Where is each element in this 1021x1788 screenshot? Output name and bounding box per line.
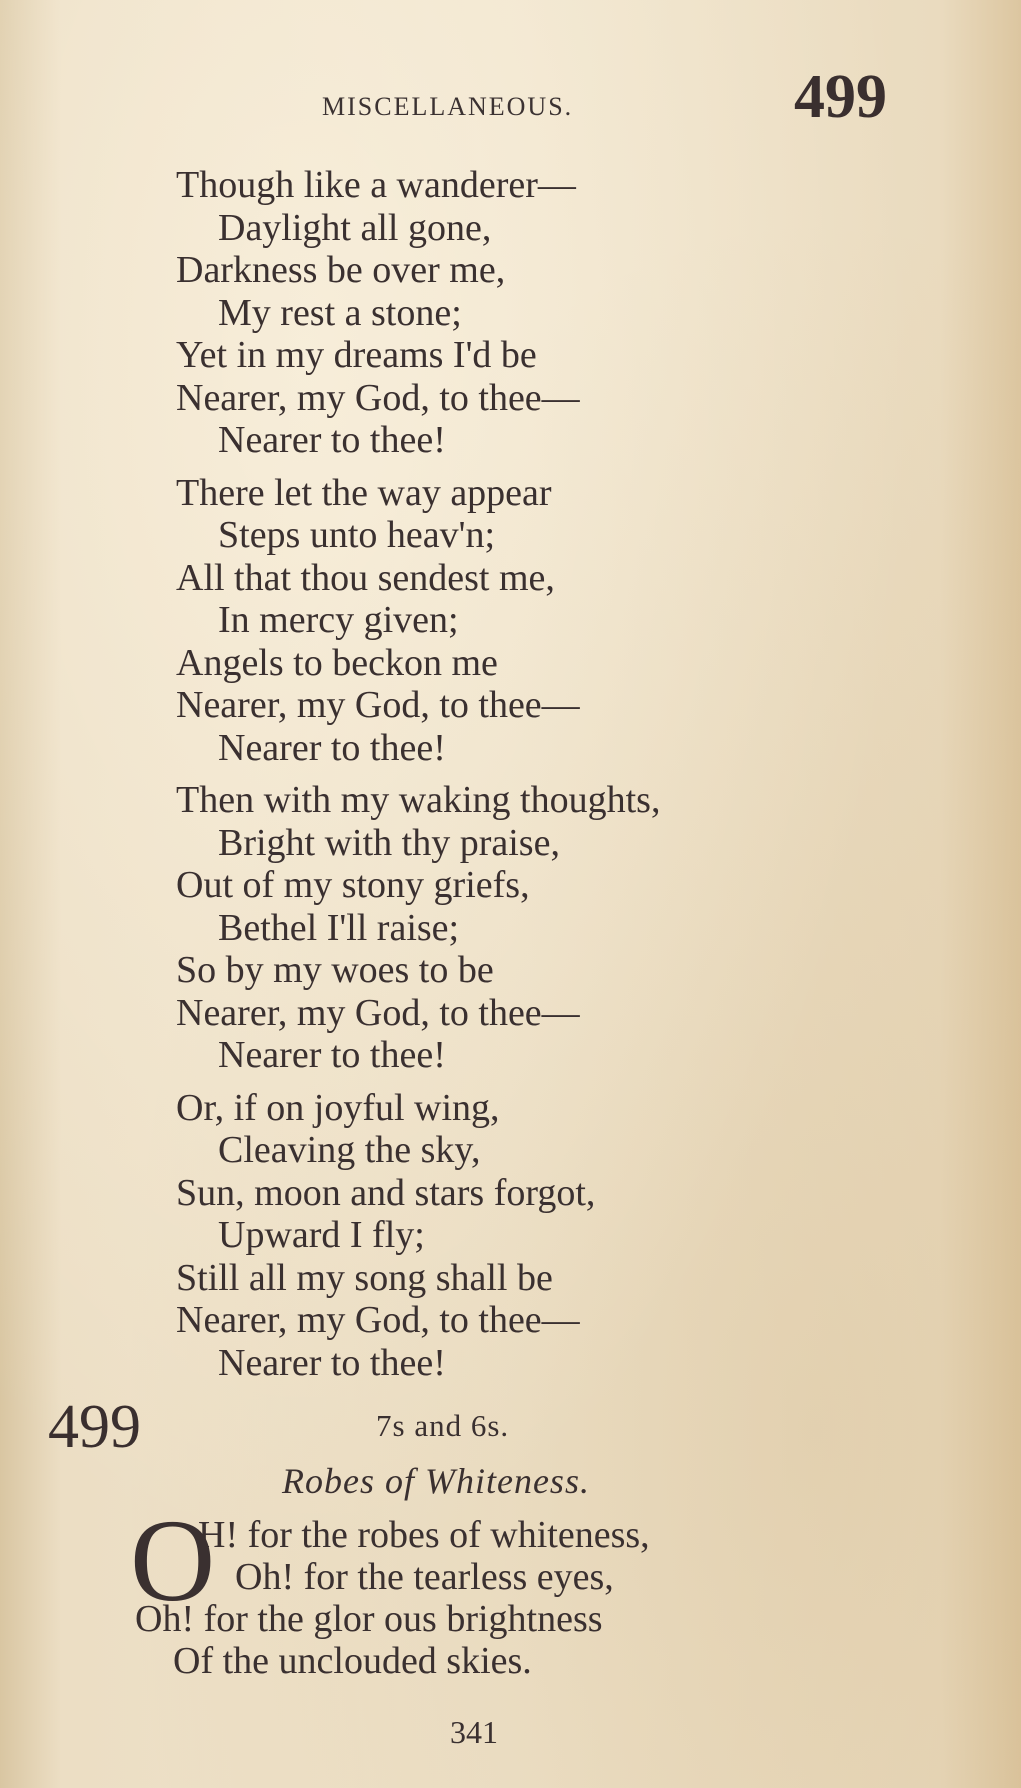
running-head: MISCELLANEOUS.: [322, 92, 574, 121]
line: Nearer to thee!: [218, 1034, 446, 1076]
line: So by my woes to be: [176, 949, 494, 991]
line: Still all my song shall be: [176, 1256, 553, 1299]
line: My rest a stone;: [218, 291, 462, 334]
line: Darkness be over me,: [176, 249, 506, 291]
drop-cap: O: [130, 1495, 216, 1626]
line: Sun, moon and stars forgot,: [176, 1171, 596, 1214]
line: Upward I fly;: [218, 1214, 425, 1256]
line: There let the way appear: [176, 471, 552, 514]
line: Nearer to thee!: [218, 1341, 446, 1384]
hymn-text: [176, 164, 876, 1394]
line: All that thou sendest me,: [176, 556, 555, 599]
line: Nearer, my God, to thee—: [176, 991, 580, 1034]
line: Daylight all gone,: [218, 206, 492, 249]
line: Bright with thy praise,: [218, 821, 560, 864]
line: Oh! for the glor ous brightness: [135, 1598, 603, 1640]
line: Out of my stony griefs,: [176, 864, 530, 906]
line: Nearer, my God, to thee—: [176, 376, 580, 419]
meter: 7s and 6s.: [376, 1408, 510, 1443]
stanza-2: [176, 472, 876, 770]
line: Nearer to thee!: [218, 419, 446, 461]
line: Steps unto heav'n;: [218, 514, 496, 556]
line: Oh! for the tearless eyes,: [235, 1556, 614, 1598]
line: Of the unclouded skies.: [173, 1640, 532, 1682]
line: Yet in my dreams I'd be: [176, 334, 537, 376]
line: In mercy given;: [218, 599, 459, 641]
line: Though like a wanderer—: [176, 164, 576, 206]
line: Angels to beckon me: [176, 641, 498, 684]
line: H! for the robes of whiteness,: [198, 1514, 650, 1556]
second-hymn-text: [135, 1514, 895, 1682]
hymn-number: 499: [48, 1393, 141, 1461]
line: Nearer to thee!: [218, 726, 446, 769]
footer-page-number: 341: [450, 1714, 498, 1750]
stanza-1: [176, 164, 876, 462]
line: Then with my waking thoughts,: [176, 779, 661, 821]
line: Nearer, my God, to thee—: [176, 684, 580, 726]
line: Nearer, my God, to thee—: [176, 1299, 580, 1341]
stanza-3: [176, 779, 876, 1077]
page-number-top: 499: [794, 63, 887, 131]
line: Or, if on joyful wing,: [176, 1086, 500, 1129]
stanza-4: [176, 1087, 876, 1385]
hymn-title: Robes of Whiteness.: [282, 1461, 590, 1501]
line: Cleaving the sky,: [218, 1129, 481, 1171]
line: Bethel I'll raise;: [218, 906, 460, 949]
